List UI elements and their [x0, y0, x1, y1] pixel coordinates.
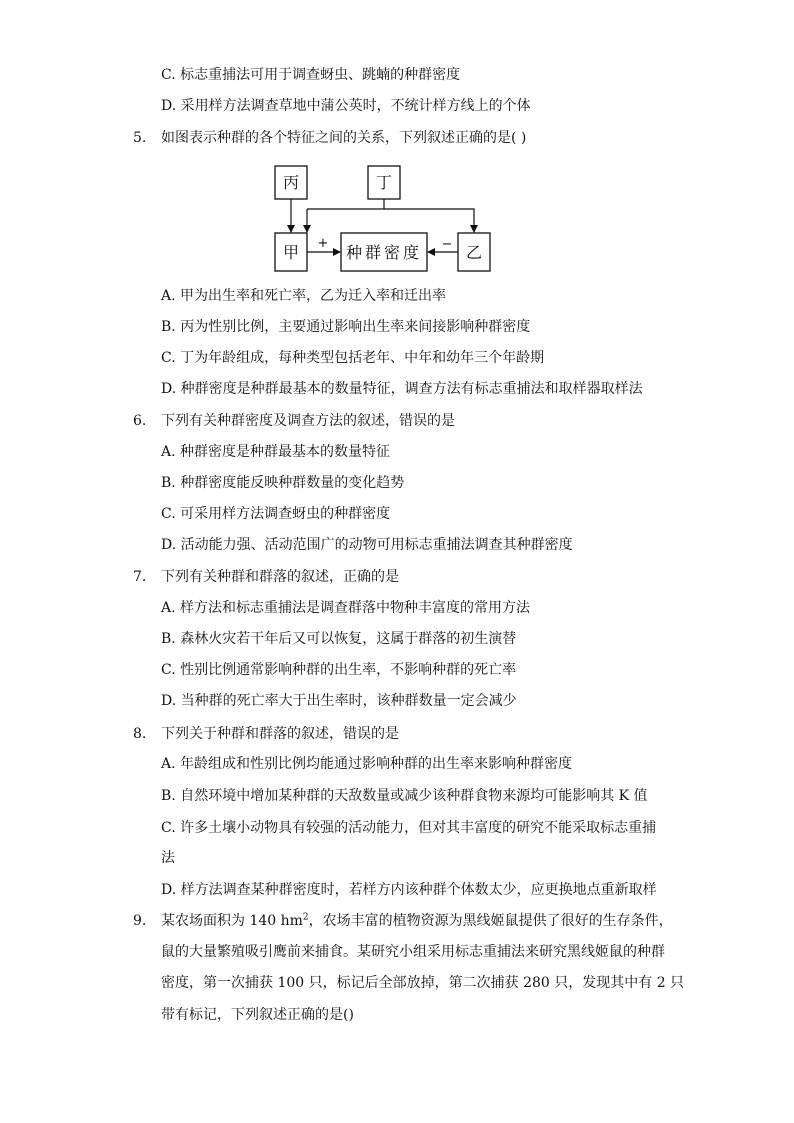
- q5-option-b: B. 丙为性别比例，主要通过影响出生率来间接影响种群密度: [161, 319, 531, 335]
- population-characteristics-diagram: [270, 162, 500, 274]
- q6-option-d: D. 活动能力强、活动范围广的动物可用标志重捕法调查其种群密度: [161, 537, 573, 553]
- q5-option-c: C. 丁为年龄组成，每种类型包括老年、中年和幼年三个年龄期: [161, 350, 545, 366]
- label-jia: 甲: [282, 243, 300, 262]
- q6-option-b: B. 种群密度能反映种群数量的变化趋势: [161, 475, 405, 491]
- q5-option-a: A. 甲为出生率和死亡率，乙为迁入率和迁出率: [161, 288, 447, 304]
- q9-line-4: 带有标记，下列叙述正确的是(): [161, 1007, 354, 1023]
- q5-option-d: D. 种群密度是种群最基本的数量特征，调查方法有标志重捕法和取样器取样法: [161, 381, 643, 397]
- q5-number: 5.: [133, 130, 147, 146]
- q7-number: 7.: [133, 569, 147, 585]
- q8-option-a: A. 年龄组成和性别比例均能通过影响种群的出生率来影响种群密度: [161, 756, 573, 772]
- q6-number: 6.: [133, 413, 147, 429]
- q6-option-a: A. 种群密度是种群最基本的数量特征: [161, 444, 391, 460]
- line-ding-left: [307, 199, 384, 209]
- q7-option-d: D. 当种群的死亡率大于出生率时，该种群数量一定会减少: [161, 693, 517, 709]
- q7-option-a: A. 样方法和标志重捕法是调查群落中物种丰富度的常用方法: [161, 600, 531, 616]
- q8-stem: 下列关于种群和群落的叙述，错误的是: [161, 726, 399, 742]
- q8-option-c-continuation: 法: [161, 850, 175, 866]
- label-ding: 丁: [375, 173, 393, 192]
- q7-option-c: C. 性别比例通常影响种群的出生率，不影响种群的死亡率: [161, 662, 517, 678]
- q4-option-c: C. 标志重捕法可用于调查蚜虫、跳蝻的种群密度: [161, 67, 461, 83]
- q5-stem: 如图表示种群的各个特征之间的关系，下列叙述正确的是( ): [161, 130, 527, 146]
- q6-option-c: C. 可采用样方法调查蚜虫的种群密度: [161, 506, 391, 522]
- label-yi: 乙: [465, 243, 483, 262]
- arrow-ding-to-yi: [384, 209, 474, 232]
- q7-stem: 下列有关种群和群落的叙述，正确的是: [161, 569, 399, 585]
- q9-line-2: 鼠的大量繁殖吸引鹰前来捕食。某研究小组采用标志重捕法来研究黑线姬鼠的种群: [161, 944, 665, 960]
- q9-number: 9.: [133, 913, 147, 929]
- q9-line-1: 某农场面积为 140 $hm^2$，农场丰富的植物资源为黑线姬鼠提供了很好的生存条件，: [161, 912, 673, 929]
- q7-option-b: B. 森林火灾若干年后又可以恢复，这属于群落的初生演替: [161, 631, 517, 647]
- label-population-density: 种群密度: [345, 243, 423, 262]
- q4-option-d: D. 采用样方法调查草地中蒲公英时，不统计样方线上的个体: [161, 98, 531, 114]
- q6-stem: 下列有关种群密度及调查方法的叙述，错误的是: [161, 413, 455, 429]
- q9-line-3: 密度，第一次捕获 100 只，标记后全部放掉，第二次捕获 280 只，发现其中有 2 只: [161, 975, 685, 991]
- q8-option-b: B. 自然环境中增加某种群的天敌数量或减少该种群食物来源均可能影响其 K 值: [161, 788, 648, 804]
- q8-number: 8.: [133, 726, 147, 742]
- plus-sign: +: [317, 236, 329, 251]
- minus-sign: −: [441, 237, 453, 252]
- q8-option-d: D. 样方法调查某种群密度时，若样方内该种群个体数太少，应更换地点重新取样: [161, 882, 657, 898]
- q8-option-c: C. 许多土壤小动物具有较强的活动能力，但对其丰富度的研究不能采取标志重捕: [161, 820, 657, 836]
- label-bing: 丙: [282, 173, 300, 192]
